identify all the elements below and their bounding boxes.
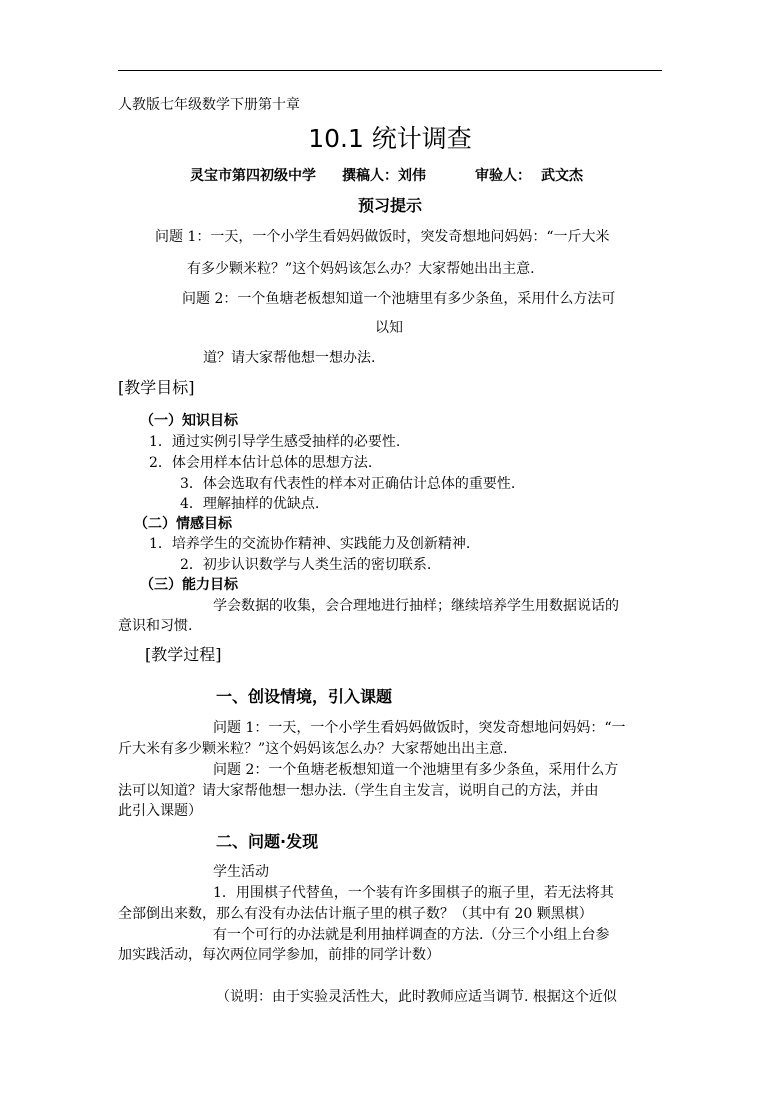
process-heading: [教学过程] xyxy=(145,645,222,664)
knowledge-item: 3．体会选取有代表性的样本对正确估计总体的重要性. xyxy=(180,476,516,492)
section1-line: 此引入课题） xyxy=(118,803,202,819)
section1-heading: 一、创设情境，引入课题 xyxy=(216,687,393,706)
header-rule xyxy=(118,70,662,71)
emotion-item: 1．培养学生的交流协作精神、实践能力及创新精神. xyxy=(149,536,471,552)
emotion-heading: （二）情感目标 xyxy=(134,516,232,532)
ability-line: 学会数据的收集，会合理地进行抽样；继续培养学生用数据说话的 xyxy=(213,598,619,614)
section2-line: 加实践活动，每次两位同学参加，前排的同学计数） xyxy=(118,947,440,963)
school-name: 灵宝市第四初级中学 xyxy=(190,168,316,184)
emotion-item: 2．初步认识数学与人类生活的密切联系. xyxy=(180,557,432,573)
preview-line: 问题 1：一天，一个小学生看妈妈做饭时，突发奇想地问妈妈：“一斤大米 xyxy=(155,229,610,245)
preview-line: 有多少颗米粒？”这个妈妈该怎么办？大家帮她出出主意. xyxy=(187,261,535,277)
section1-line: 问题 2：一个鱼塘老板想知道一个池塘里有多少条鱼，采用什么方 xyxy=(213,762,619,778)
preview-heading: 预习提示 xyxy=(357,196,422,215)
knowledge-heading: （一）知识目标 xyxy=(140,413,238,429)
author-label: 撰稿人： xyxy=(342,168,398,184)
knowledge-item: 2．体会用样本估计总体的思想方法. xyxy=(149,455,373,471)
ability-heading: （三）能力目标 xyxy=(140,577,238,593)
reviewer-label: 审验人： xyxy=(475,168,531,184)
section1-line: 法可以知道？请大家帮他想一想办法.（学生自主发言，说明自己的方法，并由 xyxy=(118,783,599,799)
section2-line: 1．用围棋子代替鱼，一个装有许多围棋子的瓶子里，若无法将其 xyxy=(213,885,614,901)
book-label: 人教版七年级数学下册第十章 xyxy=(118,97,300,113)
section2-line: 有一个可行的办法就是利用抽样调查的方法.（分三个小组上台参 xyxy=(213,927,610,943)
section1-line: 斤大米有多少颗米粒？”这个妈妈该怎么办？大家帮她出出主意. xyxy=(118,741,508,757)
knowledge-item: 4．理解抽样的优缺点. xyxy=(180,496,320,512)
section1-line: 问题 1：一天，一个小学生看妈妈做饭时，突发奇想地问妈妈：“一 xyxy=(213,720,626,736)
section2-line: （说明：由于实验灵活性大，此时教师应适当调节. 根据这个近似 xyxy=(216,989,617,1005)
knowledge-item: 1．通过实例引导学生感受抽样的必要性. xyxy=(149,434,401,450)
goals-heading: [教学目标] xyxy=(118,378,195,397)
preview-line: 道？请大家帮他想一想办法. xyxy=(203,350,376,366)
ability-line: 意识和习惯. xyxy=(118,618,193,634)
author-name: 刘伟 xyxy=(398,168,426,184)
section2-heading: 二、问题·发现 xyxy=(216,832,319,851)
page-title: 10.1 统计调查 xyxy=(308,124,472,153)
preview-line: 问题 2：一个鱼塘老板想知道一个池塘里有多少条鱼，采用什么方法可 xyxy=(182,291,616,307)
section2-line: 学生活动 xyxy=(213,864,269,880)
section2-line: 全部倒出来数，那么有没有办法估计瓶子里的棋子数？（其中有 20 颗黑棋） xyxy=(118,906,593,922)
preview-line: 以知 xyxy=(375,320,403,336)
reviewer-name: 武文杰 xyxy=(541,168,583,184)
